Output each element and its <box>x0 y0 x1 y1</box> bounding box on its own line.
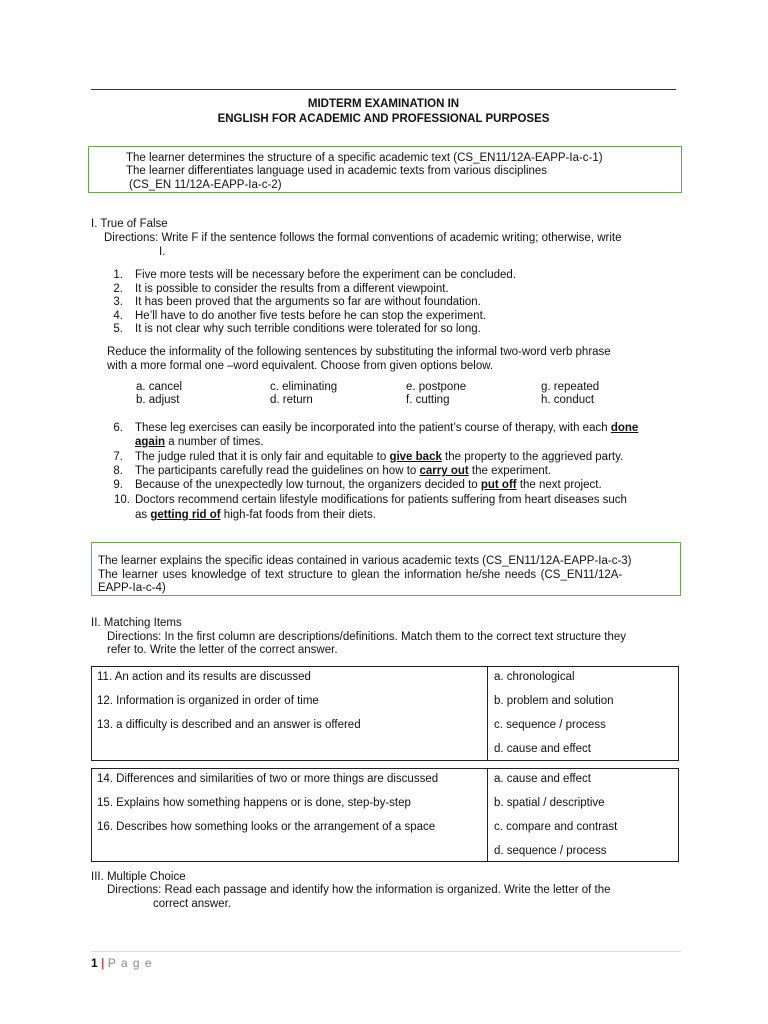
item-text: These leg exercises can easily be incorporated into the patient’s course of therapy, with each done <box>135 422 639 434</box>
item-text: It is possible to consider the results from a different viewpoint. <box>135 283 449 295</box>
footer-rule <box>91 951 681 952</box>
item-text: Doctors recommend certain lifestyle modifications for patients suffering from heart diseases such <box>135 494 627 506</box>
option: b. adjust <box>136 394 180 406</box>
item-text: It has been proved that the arguments so far are without foundation. <box>135 296 481 308</box>
competency-box-1 <box>88 146 682 193</box>
structure-option: a. cause and effect <box>494 773 591 785</box>
item-text: The participants carefully read the guidelines on how to carry out the experiment. <box>135 465 552 477</box>
page-footer <box>91 956 153 970</box>
section3-directions-line2: correct answer. <box>153 898 231 910</box>
item-text: Five more tests will be necessary before the experiment can be concluded. <box>135 269 516 281</box>
option: e. postpone <box>406 381 467 393</box>
underlined-phrase: put off <box>480 479 517 491</box>
description-item: 16. Describes how something looks or the arrangement of a space <box>97 821 436 833</box>
exam-title-line1: MIDTERM EXAMINATION IN <box>307 98 460 110</box>
competency-1-line3: (CS_EN 11/12A-EAPP-Ia-c-2) <box>129 179 282 191</box>
option: h. conduct <box>541 394 595 406</box>
item-number: 3. <box>113 296 123 308</box>
reduce-instructions-line1: Reduce the informality of the following sentences by substituting the informal two-word verb phrase <box>107 346 611 358</box>
underlined-phrase: carry out <box>419 465 469 477</box>
competency-1-line1: The learner determines the structure of a specific academic text (CS_EN11/12A-EAPP-Ia-c-1) <box>126 152 603 164</box>
underlined-phrase: give back <box>389 451 442 463</box>
option: a. cancel <box>136 381 183 393</box>
description-item: 15. Explains how something happens or is done, step-by-step <box>97 797 411 809</box>
item-number: 1. <box>113 269 123 281</box>
option: g. repeated <box>541 381 600 393</box>
description-item: 13. a difficulty is described and an answer is offered <box>97 719 361 731</box>
section1-heading: I. True of False <box>91 218 168 230</box>
item-text: He’ll have to do another five tests before he can stop the experiment. <box>135 310 486 322</box>
descriptions-column <box>92 769 488 862</box>
structures-column <box>488 667 679 761</box>
option: c. eliminating <box>270 381 338 393</box>
competency-2-line2: The learner uses knowledge of text structure to glean the information he/she needs (CS_EN11/12A- <box>98 569 623 581</box>
structure-option: a. chronological <box>494 671 575 683</box>
description-item: 11. An action and its results are discussed <box>97 671 311 683</box>
structure-option: d. sequence / process <box>494 845 607 857</box>
reduce-instructions-line2: with a more formal one –word equivalent. Choose from given options below. <box>107 360 494 372</box>
footer-separator: | <box>101 956 105 970</box>
page-label: P a g e <box>107 956 153 970</box>
top-rule <box>91 89 676 90</box>
item-number: 10. <box>114 494 130 506</box>
item-number: 4. <box>113 310 123 322</box>
section1-directions-line1: Directions: Write F if the sentence follows the formal conventions of academic writing; otherwise, write <box>104 232 622 244</box>
item-text: It is not clear why such terrible conditions were tolerated for so long. <box>135 323 481 335</box>
item-number: 7. <box>113 451 123 463</box>
underlined-phrase: again <box>135 436 166 448</box>
item-number: 2. <box>113 283 123 295</box>
structure-option: b. spatial / descriptive <box>494 797 605 809</box>
description-item: 12. Information is organized in order of time <box>97 695 319 707</box>
competency-1-line2: The learner differentiates language used in academic texts from various disciplines <box>126 165 548 177</box>
option: f. cutting <box>406 394 450 406</box>
section2-directions-line1: Directions: In the first column are descriptions/definitions. Match them to the correct text structure they <box>107 631 626 643</box>
competency-2-line1: The learner explains the specific ideas contained in various academic texts (CS_EN11/12A-EAPP-Ia-c-3) <box>98 555 632 567</box>
item-text: The judge ruled that it is only fair and equitable to give back the property to the aggrieved party. <box>135 451 624 463</box>
item-text: Because of the unexpectedly low turnout, the organizers decided to put off the next project. <box>135 479 602 491</box>
structure-option: c. compare and contrast <box>494 821 618 833</box>
item-number: 9. <box>113 479 123 491</box>
competency-box-2 <box>91 542 681 596</box>
competency-2-line3: EAPP-Ia-c-4) <box>98 582 166 594</box>
underlined-phrase: getting rid of <box>150 509 221 521</box>
section3-directions-line1: Directions: Read each passage and identify how the information is organized. Write the letter of the <box>107 884 611 896</box>
section2-heading: II. Matching Items <box>91 617 182 629</box>
item-number: 5. <box>113 323 123 335</box>
matching-table-1 <box>91 666 679 761</box>
exam-title-line2: ENGLISH FOR ACADEMIC AND PROFESSIONAL PURPOSES <box>217 113 550 125</box>
descriptions-column <box>92 667 488 761</box>
structure-option: c. sequence / process <box>494 719 606 731</box>
structures-column <box>488 769 679 862</box>
description-item: 14. Differences and similarities of two or more things are discussed <box>97 773 439 785</box>
option: d. return <box>270 394 313 406</box>
section1-directions-line2: I. <box>159 246 166 258</box>
underlined-phrase: done <box>610 422 639 434</box>
item-text-continuation: again a number of times. <box>135 436 264 448</box>
structure-option: b. problem and solution <box>494 695 614 707</box>
item-number: 6. <box>113 422 123 434</box>
section3-heading: III. Multiple Choice <box>91 871 186 883</box>
page-number: 1 <box>91 956 98 970</box>
item-text-continuation: as getting rid of high-fat foods from their diets. <box>135 509 376 521</box>
item-number: 8. <box>113 465 123 477</box>
matching-table-2 <box>91 768 679 862</box>
structure-option: d. cause and effect <box>494 743 591 755</box>
section2-directions-line2: refer to. Write the letter of the correct answer. <box>107 644 338 656</box>
